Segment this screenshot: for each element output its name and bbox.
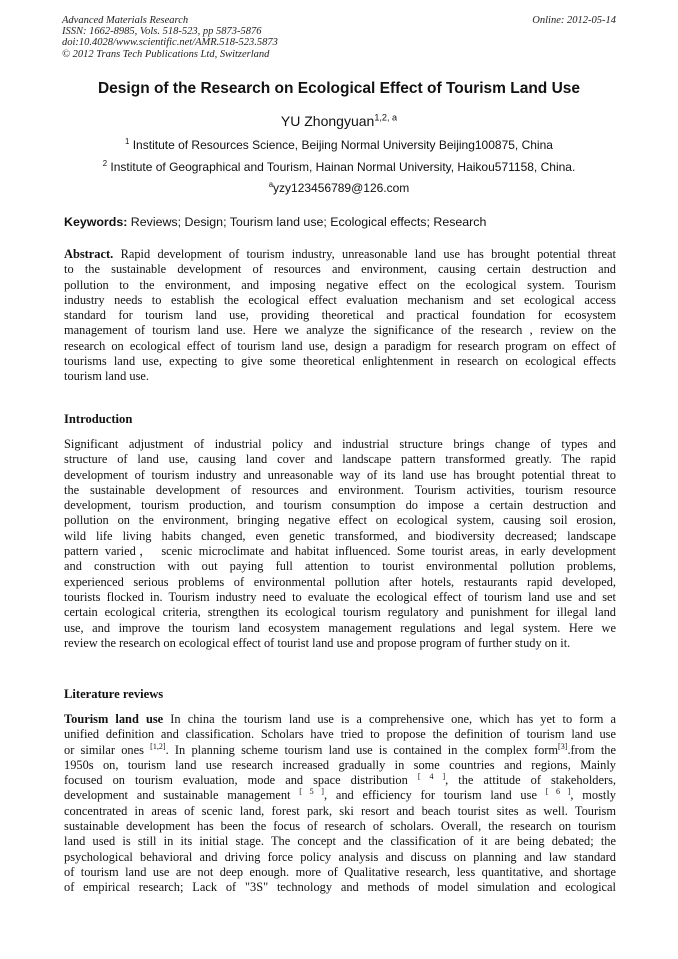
intro-line: structure of land use, causing land cover and landscape pattern transformed greatly. The rapid (64, 452, 616, 467)
abstract-line-text: Rapid development of tourism industry, unreasonable land use has brought potential threat (113, 247, 616, 261)
keywords (64, 215, 616, 229)
keywords-text: Reviews; Design; Tourism land use; Ecological effects; Research (127, 215, 487, 229)
affiliation-2 (30, 160, 648, 174)
affiliation-1 (30, 138, 648, 152)
literature-line-text: , mostly (570, 788, 616, 803)
citation-ref[interactable]: [3] (558, 742, 568, 751)
literature-line-text: development and sustainable management (64, 788, 300, 803)
intro-line: tourists flocked in. Tourism industry need to evaluate the ecological effect of tourism land use and set (64, 589, 616, 604)
abstract-label: Abstract. (64, 247, 114, 261)
intro-line: experienced serious problems of environmental pollution after hotels, restaurants rapid developed, (64, 574, 616, 589)
author-sup: 1,2, a (374, 112, 398, 123)
issn-line: ISSN: 1662-8985, Vols. 518-523, pp 5873-5876 (62, 26, 262, 38)
literature-line: concentrated in areas of scenic land, forest park, ski resort and beach tourist sites as well. Tourism (64, 803, 616, 818)
paper-title: Design of the Research on Ecological Effect of Tourism Land Use (97, 80, 581, 97)
literature-line-text: , and efficiency for tourism land use (323, 788, 546, 803)
intro-line: use, and improve the tourism land ecosystem management regulations and legal system. Here we (64, 620, 616, 635)
abstract-line: to the sustainable development of resources and environment, causing certain destruction and (64, 262, 616, 277)
introduction-body (64, 437, 616, 651)
abstract-line: standard for tourism land use, providing theoretical and practical foundation for ecosystem (64, 308, 616, 323)
keywords-label: Keywords: (64, 215, 128, 229)
literature-line-text: .from the (567, 742, 616, 757)
journal-name: Advanced Materials Research (62, 15, 189, 26)
intro-line: pollution on the environment, bringing negative effect on ecological system, causing soil erosion, (64, 513, 616, 528)
intro-line: review the research on ecological effect of tourist land use and propose program of further study on it. (64, 635, 571, 650)
author-email (30, 181, 648, 195)
literature-line: 1950s on, tourism land use research increased gradually in some countries and regions, Mainly (64, 757, 616, 772)
copyright-line: © 2012 Trans Tech Publications Ltd, Switzerland (62, 48, 270, 60)
abstract-line: industry needs to establish the ecological effect evaluation mechanism and set ecological access (64, 292, 616, 307)
abstract-line: tourisms land use, expecting to give some theoretical enlightenment in research on ecological effects (64, 354, 616, 369)
author-line (30, 113, 648, 129)
literature-line: land used is still in its initial stage. The concept and the classification of it are being debated; the (64, 834, 616, 849)
abstract-line: management of tourism land use. Here we analyze the significance of the research , review on the (64, 323, 616, 338)
affiliation-1-text: Institute of Resources Science, Beijing Normal University Beijing100875, China (129, 138, 553, 152)
intro-line: certain ecological criteria, strengthen its ecological tourism regulatory and punishment for illegal land (64, 605, 616, 620)
abstract-line: tourism land use. (64, 369, 150, 384)
affiliation-2-text: Institute of Geographical and Tourism, Hainan Normal University, Haikou571158, China. (107, 160, 576, 174)
literature-line: sustainable development has been the focus of research of scholars. Overall, the research on tourism (64, 819, 616, 834)
affiliation-2-sup: 2 (102, 159, 108, 168)
literature-line-text: In china the tourism land use is a comprehensive one, which has yet to form a (163, 712, 616, 726)
citation-ref[interactable]: [1,2] (150, 742, 166, 751)
author-name: YU Zhongyuan (280, 113, 375, 129)
email-sup: a (268, 180, 274, 189)
intro-line: development of tourism industry and unreasonable way of its land use has brought potential threat to (64, 467, 616, 482)
literature-line (64, 743, 616, 758)
introduction-heading: Introduction (64, 412, 133, 426)
abstract-line: pollution to the environment, and imposing negative effect on the ecological system. Tourism (64, 277, 616, 292)
literature-lead: Tourism land use (64, 712, 164, 726)
intro-line: Significant adjustment of industrial policy and industrial structure brings change of types and (64, 437, 616, 451)
intro-line: pattern varied， scenic microclimate and habitat influenced. Some tourist areas, in early development (64, 544, 616, 559)
intro-line: development, tourism production, and tourism consumption do impose a certain destruction and (64, 498, 616, 513)
citation-ref[interactable]: [ 6 ] (545, 788, 571, 797)
abstract-line (64, 247, 616, 262)
affiliation-1-sup: 1 (125, 137, 130, 146)
literature-line: of empirical research; Lack of "3S" technology and methods of model simulation and ecological (64, 880, 616, 895)
literature-line (64, 773, 616, 788)
online-date: Online: 2012-05-14 (532, 15, 616, 26)
intro-line: wild life living habits changed, even genetic transformed, and biodiversity decreased; landscape (64, 528, 616, 543)
literature-line: psychological behavioral and driving force policy analysis and discuss on planning and law standard (64, 849, 616, 864)
doi-line[interactable]: doi:10.4028/www.scientific.net/AMR.518-523.5873 (62, 37, 278, 49)
abstract (64, 247, 616, 385)
citation-ref[interactable]: [ 4 ] (417, 773, 446, 782)
intro-line: the sustainable development of resources and environment. Tourism activities, tourism resource (64, 482, 616, 497)
literature-line: unified definition and classification. Scholars have tried to propose the definition of tourism land use (64, 727, 616, 742)
literature-line-text: . In planning scheme tourism land use is contained in the complex form (165, 742, 559, 757)
literature-line-text: or similar ones (64, 742, 151, 757)
literature-line: of tourism land use are not deep enough. more of Qualitative research, less quantitative, and shortage (64, 864, 616, 879)
literature-body (64, 712, 616, 896)
abstract-line: research on ecological effect of tourism land use, design a paradigm for research program on effect of (64, 338, 616, 353)
literature-line (64, 712, 616, 727)
intro-line: and construction with out paying full attention to tourist environmental pollution problems, (64, 559, 616, 574)
email-text[interactable]: yzy123456789@126.com (273, 181, 410, 195)
literature-heading: Literature reviews (64, 687, 164, 701)
literature-line-text: , the attitude of stakeholders, (445, 773, 616, 788)
citation-ref[interactable]: [ 5 ] (299, 788, 324, 797)
literature-line-text: focused on tourism evaluation, mode and space distribution (64, 773, 418, 788)
journal-header (62, 15, 616, 60)
literature-line (64, 788, 616, 803)
